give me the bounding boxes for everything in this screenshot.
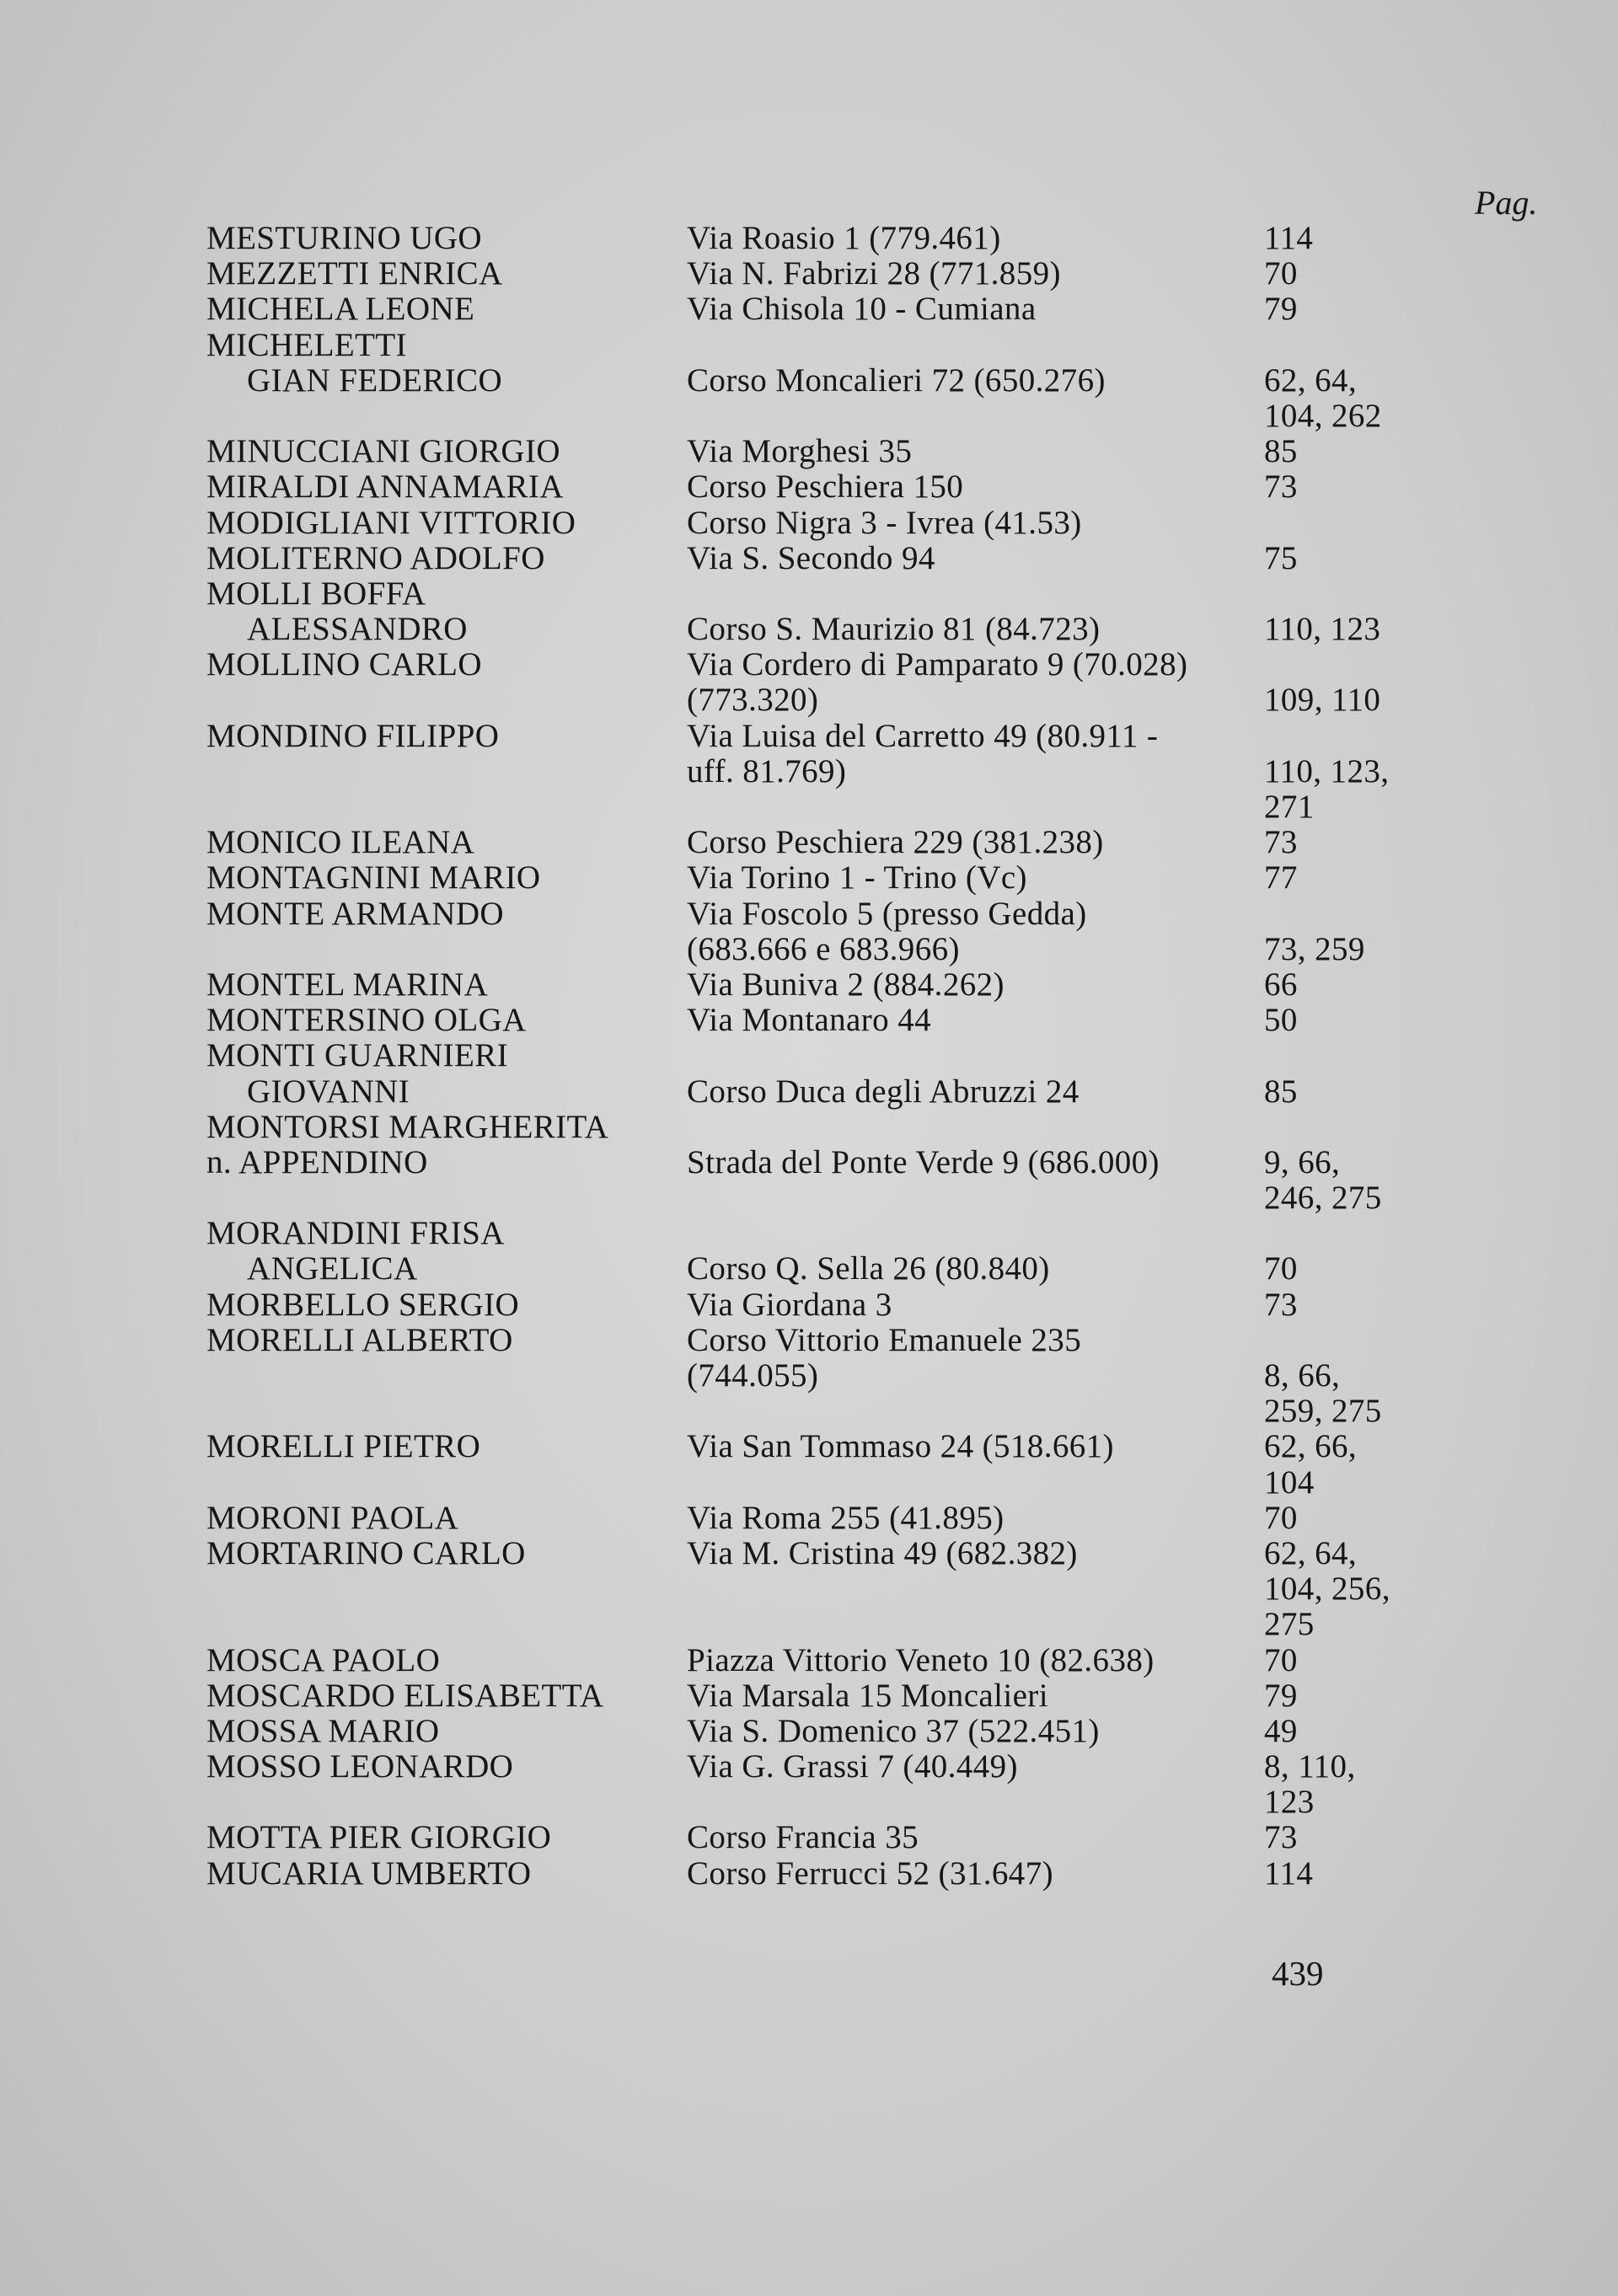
entry-name-line	[206, 682, 687, 718]
entry-pages-line	[1264, 1110, 1420, 1145]
entry-pages	[1260, 1323, 1420, 1430]
entry-name	[206, 541, 687, 576]
index-entry	[206, 1749, 1420, 1820]
index-entry	[206, 292, 1420, 327]
entry-name	[206, 469, 687, 505]
entry-address	[687, 1038, 1260, 1109]
entry-pages-line: 70	[1264, 255, 1298, 292]
entry-pages-line: 70	[1264, 1250, 1298, 1287]
entry-address	[687, 434, 1260, 469]
entry-address	[687, 719, 1260, 826]
entry-address	[687, 221, 1260, 256]
entry-name-line: MINUCCIANI GIORGIO	[206, 433, 560, 470]
entry-pages	[1260, 576, 1420, 647]
entry-pages	[1260, 1038, 1420, 1109]
entry-address-line: Via San Tommaso 24 (518.661)	[687, 1428, 1114, 1465]
entry-name-line: MONTERSINO OLGA	[206, 1002, 527, 1039]
entry-pages	[1260, 506, 1420, 541]
entry-name	[206, 506, 687, 541]
entry-name-line: MEZZETTI ENRICA	[206, 255, 503, 292]
entry-name	[206, 1749, 687, 1820]
entry-address-line: Via Chisola 10 - Cumiana	[687, 291, 1037, 328]
entry-address-line: Via Giordana 3	[687, 1286, 892, 1323]
entry-pages	[1260, 1643, 1420, 1678]
entry-pages	[1260, 1856, 1420, 1892]
entry-pages-line: 70	[1264, 1499, 1298, 1536]
entry-name-line: MOSSA MARIO	[206, 1712, 440, 1749]
entry-pages-line: 77	[1264, 859, 1298, 896]
index-entry	[206, 506, 1420, 541]
entry-address	[687, 967, 1260, 1003]
entry-name-line	[206, 932, 687, 967]
entry-name	[206, 1038, 687, 1109]
entry-name-line: MOSCARDO ELISABETTA	[206, 1677, 604, 1714]
entry-address	[687, 1678, 1260, 1714]
entry-pages-line	[1264, 506, 1420, 541]
index-entry	[206, 719, 1420, 826]
entry-name-line: MORBELLO SERGIO	[206, 1286, 520, 1323]
pag-column-header: Pag.	[1475, 184, 1538, 222]
entry-address-line: Corso Nigra 3 - Ivrea (41.53)	[687, 504, 1082, 541]
entry-address	[687, 506, 1260, 541]
entry-address	[687, 576, 1260, 647]
entry-address	[687, 896, 1260, 967]
entry-name	[206, 1323, 687, 1430]
entry-address	[687, 541, 1260, 576]
entry-name-line	[206, 399, 687, 434]
entry-address	[687, 256, 1260, 292]
entry-address-line: Via Luisa del Carretto 49 (80.911 -	[687, 717, 1159, 754]
entry-address-line: (744.055)	[687, 1357, 819, 1394]
entry-address-line: Via Torino 1 - Trino (Vc)	[687, 859, 1027, 896]
entry-pages	[1260, 1429, 1420, 1500]
index-entry	[206, 647, 1420, 718]
entry-name	[206, 825, 687, 860]
entry-name-line	[206, 1394, 687, 1429]
entry-pages	[1260, 1501, 1420, 1536]
entry-pages-line	[1264, 1216, 1420, 1251]
entry-pages	[1260, 1287, 1420, 1323]
entry-pages-line: 9, 66,	[1264, 1143, 1341, 1180]
entry-pages-line: 85	[1264, 1073, 1298, 1110]
entry-address-line: Via Cordero di Pamparato 9 (70.028)	[687, 646, 1188, 683]
entry-name-line: MORELLI PIETRO	[206, 1428, 481, 1465]
index-entries	[206, 221, 1420, 1892]
entry-pages-line: 246, 275	[1264, 1180, 1382, 1217]
entry-address-line	[687, 1180, 1260, 1216]
entry-address-line: Via S. Secondo 94	[687, 539, 935, 576]
entry-name-line: MOLLI BOFFA	[206, 575, 426, 612]
entry-pages-line: 8, 110,	[1264, 1748, 1356, 1785]
index-entry	[206, 469, 1420, 505]
entry-address-line	[687, 789, 1260, 825]
entry-address	[687, 1749, 1260, 1820]
index-entry	[206, 1820, 1420, 1855]
entry-pages-line	[1264, 576, 1420, 612]
entry-pages	[1260, 328, 1420, 435]
entry-address	[687, 1714, 1260, 1749]
index-entry	[206, 1714, 1420, 1749]
entry-pages-line: 70	[1264, 1641, 1298, 1678]
entry-address	[687, 825, 1260, 860]
index-entry	[206, 1429, 1420, 1500]
entry-name	[206, 292, 687, 327]
entry-name-line: MICHELA LEONE	[206, 291, 475, 328]
entry-address-line	[687, 1465, 1260, 1501]
index-entry	[206, 434, 1420, 469]
entry-name-line: MONTEL MARINA	[206, 966, 489, 1003]
entry-pages-line: 104, 256,	[1264, 1571, 1390, 1608]
entry-name	[206, 896, 687, 967]
entry-name-line	[206, 1180, 687, 1216]
entry-name	[206, 1856, 687, 1892]
entry-pages	[1260, 1216, 1420, 1287]
index-entry	[206, 328, 1420, 435]
entry-name-line: MORTARINO CARLO	[206, 1534, 526, 1571]
entry-name	[206, 1714, 687, 1749]
entry-address	[687, 328, 1260, 435]
entry-name	[206, 1678, 687, 1714]
entry-pages-line: 8, 66,	[1264, 1357, 1341, 1394]
entry-address-line	[687, 1607, 1260, 1642]
entry-name-line: MONDINO FILIPPO	[206, 717, 500, 754]
entry-address-line: Corso Vittorio Emanuele 235	[687, 1321, 1082, 1358]
entry-pages-line: 259, 275	[1264, 1393, 1382, 1430]
index-entry	[206, 1216, 1420, 1287]
entry-name-line: ALESSANDRO	[247, 611, 468, 648]
entry-address-line: Corso Ferrucci 52 (31.647)	[687, 1854, 1053, 1892]
entry-pages-line	[1264, 647, 1420, 682]
entry-name-line	[206, 1465, 687, 1501]
index-entry	[206, 1038, 1420, 1109]
entry-name	[206, 647, 687, 718]
entry-name-line: MICHELETTI	[206, 326, 407, 363]
entry-name-line: MORONI PAOLA	[206, 1499, 459, 1536]
page-number: 439	[1272, 1954, 1324, 1993]
index-entry	[206, 576, 1420, 647]
entry-name-line: MOSSO LEONARDO	[206, 1748, 514, 1785]
entry-name	[206, 1643, 687, 1678]
index-entry	[206, 256, 1420, 292]
index-entry	[206, 1643, 1420, 1678]
entry-address-line	[687, 1038, 1260, 1073]
index-entry	[206, 860, 1420, 896]
entry-name-line: ANGELICA	[247, 1250, 418, 1287]
entry-address	[687, 1856, 1260, 1892]
entry-address-line: Corso Duca degli Abruzzi 24	[687, 1073, 1080, 1110]
entry-name-line: MOTTA PIER GIORGIO	[206, 1819, 552, 1856]
entry-name-line: MONICO ILEANA	[206, 824, 475, 861]
entry-pages-line: 49	[1264, 1712, 1298, 1749]
entry-name	[206, 1501, 687, 1536]
index-entry	[206, 1501, 1420, 1536]
entry-address	[687, 1820, 1260, 1855]
entry-address-line: Via Foscolo 5 (presso Gedda)	[687, 895, 1087, 932]
entry-address-line: Corso Moncalieri 72 (650.276)	[687, 361, 1106, 399]
entry-address	[687, 1643, 1260, 1678]
entry-address-line	[687, 1571, 1260, 1607]
index-entry	[206, 896, 1420, 967]
entry-pages	[1260, 896, 1420, 967]
entry-name-line	[206, 754, 687, 789]
entry-pages-line: 104, 262	[1264, 397, 1382, 434]
entry-pages	[1260, 1536, 1420, 1643]
entry-pages-line: 62, 66,	[1264, 1428, 1358, 1465]
entry-name-line: MUCARIA UMBERTO	[206, 1854, 532, 1892]
entry-name-line: MORANDINI FRISA	[206, 1215, 505, 1252]
entry-pages-line	[1264, 719, 1420, 754]
entry-pages-line: 66	[1264, 966, 1298, 1003]
entry-pages-line: 110, 123,	[1264, 752, 1390, 789]
entry-address	[687, 860, 1260, 896]
entry-name	[206, 1820, 687, 1855]
entry-pages	[1260, 1110, 1420, 1217]
entry-address-line: Corso Francia 35	[687, 1819, 919, 1856]
entry-address-line: Corso Peschiera 150	[687, 468, 964, 506]
entry-name-line	[206, 1785, 687, 1820]
entry-address	[687, 1429, 1260, 1500]
entry-pages-line: 271	[1264, 789, 1315, 825]
entry-address-line: (773.320)	[687, 682, 819, 719]
entry-name	[206, 1429, 687, 1500]
entry-address	[687, 469, 1260, 505]
entry-address-line: Corso Q. Sella 26 (80.840)	[687, 1250, 1050, 1287]
entry-pages	[1260, 469, 1420, 505]
entry-name-line: MONTAGNINI MARIO	[206, 859, 541, 896]
entry-name	[206, 719, 687, 826]
index-entry	[206, 1323, 1420, 1430]
entry-pages-line: 114	[1264, 220, 1314, 256]
index-entry	[206, 1536, 1420, 1643]
entry-address	[687, 292, 1260, 327]
entry-name	[206, 256, 687, 292]
entry-name-line	[206, 1358, 687, 1394]
index-entry	[206, 967, 1420, 1003]
entry-name	[206, 328, 687, 435]
entry-name-line: MONTE ARMANDO	[206, 895, 504, 932]
entry-pages	[1260, 434, 1420, 469]
entry-address-line	[687, 1785, 1260, 1820]
entry-address	[687, 1110, 1260, 1217]
entry-name-line: MOLLINO CARLO	[206, 646, 482, 683]
entry-name-line	[206, 1607, 687, 1642]
index-entry	[206, 1678, 1420, 1714]
entry-address-line	[687, 576, 1260, 612]
entry-name-line: MIRALDI ANNAMARIA	[206, 468, 564, 506]
entry-address-line: Via Buniva 2 (884.262)	[687, 966, 1005, 1003]
entry-pages	[1260, 256, 1420, 292]
index-entry	[206, 221, 1420, 256]
entry-address	[687, 1216, 1260, 1287]
entry-address-line: Via Roma 255 (41.895)	[687, 1499, 1005, 1536]
entry-name	[206, 1003, 687, 1038]
entry-pages	[1260, 719, 1420, 826]
entry-address	[687, 1287, 1260, 1323]
entry-address-line: Strada del Ponte Verde 9 (686.000)	[687, 1143, 1160, 1180]
entry-pages	[1260, 1820, 1420, 1855]
entry-pages-line: 75	[1264, 539, 1298, 576]
entry-name-line: MORELLI ALBERTO	[206, 1321, 513, 1358]
entry-pages-line: 79	[1264, 291, 1298, 328]
entry-pages	[1260, 1003, 1420, 1038]
entry-pages	[1260, 1714, 1420, 1749]
entry-name	[206, 1287, 687, 1323]
index-entry	[206, 1110, 1420, 1217]
entry-address-line: Via S. Domenico 37 (522.451)	[687, 1712, 1100, 1749]
entry-pages-line	[1264, 1323, 1420, 1358]
entry-address	[687, 647, 1260, 718]
entry-pages-line: 104	[1264, 1464, 1315, 1501]
entry-name-line: MOLITERNO ADOLFO	[206, 539, 545, 576]
entry-pages-line	[1264, 896, 1420, 932]
entry-pages	[1260, 292, 1420, 327]
entry-address-line: Corso S. Maurizio 81 (84.723)	[687, 611, 1101, 648]
entry-address	[687, 1003, 1260, 1038]
entry-name-line: MESTURINO UGO	[206, 220, 482, 256]
entry-address-line: Via Marsala 15 Moncalieri	[687, 1677, 1048, 1714]
index-entry	[206, 1003, 1420, 1038]
entry-pages	[1260, 1678, 1420, 1714]
entry-pages-line: 79	[1264, 1677, 1298, 1714]
entry-name	[206, 434, 687, 469]
entry-name-line: MOSCA PAOLO	[206, 1641, 441, 1678]
entry-name-line: GIOVANNI	[247, 1073, 410, 1110]
entry-address-line: uff. 81.769)	[687, 752, 847, 789]
entry-name-line: MONTI GUARNIERI	[206, 1037, 509, 1074]
entry-pages-line: 114	[1264, 1854, 1314, 1892]
entry-name-line: n. APPENDINO	[206, 1143, 428, 1180]
entry-pages-line: 73	[1264, 1819, 1298, 1856]
entry-address-line	[687, 399, 1260, 434]
entry-pages-line: 109, 110	[1264, 682, 1381, 719]
entry-pages-line: 85	[1264, 433, 1298, 470]
entry-pages-line: 73, 259	[1264, 930, 1365, 967]
entry-name-line: MODIGLIANI VITTORIO	[206, 504, 576, 541]
entry-name	[206, 221, 687, 256]
entry-name	[206, 1536, 687, 1643]
entry-pages	[1260, 1749, 1420, 1820]
entry-name	[206, 576, 687, 647]
entry-address-line	[687, 328, 1260, 363]
entry-address-line: Via Roasio 1 (779.461)	[687, 220, 1001, 256]
entry-pages	[1260, 221, 1420, 256]
entry-address	[687, 1536, 1260, 1643]
entry-address-line	[687, 1394, 1260, 1429]
entry-name	[206, 860, 687, 896]
entry-pages-line: 275	[1264, 1606, 1315, 1643]
entry-address-line: Via Montanaro 44	[687, 1002, 931, 1039]
entry-address	[687, 1323, 1260, 1430]
entry-pages-line: 73	[1264, 1286, 1298, 1323]
index-entry	[206, 1287, 1420, 1323]
entry-name-line	[206, 789, 687, 825]
entry-pages-line: 50	[1264, 1002, 1298, 1039]
index-entry	[206, 541, 1420, 576]
entry-pages-line: 123	[1264, 1784, 1315, 1821]
entry-pages-line: 62, 64,	[1264, 361, 1358, 399]
entry-name-line: MONTORSI MARGHERITA	[206, 1108, 609, 1145]
entry-name-line	[206, 1571, 687, 1607]
entry-name	[206, 1216, 687, 1287]
entry-address-line: Via G. Grassi 7 (40.449)	[687, 1748, 1018, 1785]
entry-pages	[1260, 647, 1420, 718]
index-entry	[206, 825, 1420, 860]
entry-pages	[1260, 541, 1420, 576]
entry-pages-line	[1264, 328, 1420, 363]
entry-address	[687, 1501, 1260, 1536]
entry-address-line: Corso Peschiera 229 (381.238)	[687, 824, 1104, 861]
entry-pages-line	[1264, 1038, 1420, 1073]
entry-pages	[1260, 825, 1420, 860]
entry-pages	[1260, 967, 1420, 1003]
entry-pages-line: 110, 123	[1264, 611, 1381, 648]
entry-pages	[1260, 860, 1420, 896]
entry-address-line: (683.666 e 683.966)	[687, 930, 960, 967]
entry-address-line	[687, 1216, 1260, 1251]
entry-address-line: Via N. Fabrizi 28 (771.859)	[687, 255, 1061, 292]
index-entry	[206, 1856, 1420, 1892]
entry-address-line	[687, 1110, 1260, 1145]
entry-address-line: Piazza Vittorio Veneto 10 (82.638)	[687, 1641, 1155, 1678]
entry-pages-line: 62, 64,	[1264, 1534, 1358, 1571]
entry-name	[206, 967, 687, 1003]
entry-name-line: GIAN FEDERICO	[247, 361, 503, 399]
entry-address-line: Via M. Cristina 49 (682.382)	[687, 1534, 1078, 1571]
entry-address-line: Via Morghesi 35	[687, 433, 913, 470]
entry-pages-line: 73	[1264, 824, 1298, 861]
entry-name	[206, 1110, 687, 1217]
entry-pages-line: 73	[1264, 468, 1298, 506]
